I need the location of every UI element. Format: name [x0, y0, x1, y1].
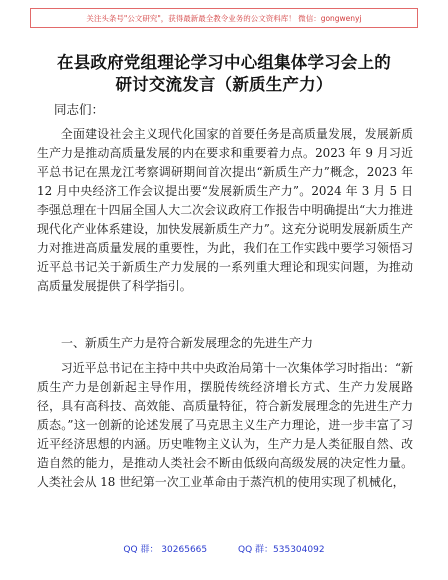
document-title-line-1: 在县政府党组理论学习中心组集体学习会上的 — [57, 53, 391, 72]
document-title-line-2: 研讨交流发言（新质生产力） — [115, 75, 333, 94]
promo-banner — [30, 8, 418, 28]
footer-contact — [0, 542, 448, 555]
footer-qq-group-1: QQ 群： 30265665 — [123, 545, 208, 555]
section-heading-1: 一、新质生产力是符合新发展理念的先进生产力 — [61, 336, 314, 350]
promo-banner-text: 关注头条号"公文研究"，获得最新最全教令业务的公文资料库！ 微信：gongwenyj — [86, 13, 362, 23]
paragraph-intro: 全面建设社会主义现代化国家的首要任务是高质量发展，发展新质生产力是推动高质量发展的内在要求和重要着力点。2023 年 9 月习近平总书记在黑龙江考察调研期间首次提出“新质生产力”概念，2023 年 12 月中央经济工作会议提出要“发展新质生产力”。2024 年 3 月 5 日李强总理在十四届全国人大二次会议政府工作报告中明确提出“大力推进现代化产业体系建设，加快发展新质生产力”。这充分说明发展新质生产力对推进高质量发展的重要性，为此，我们在工作实践中要学习领悟习近平总书记关于新质生产力发展的一系列重大理论和现实问题，为推动高质量发展提供了科学指引。 — [37, 127, 413, 294]
footer-qq-group-2: QQ 群：535304092 — [238, 545, 325, 555]
salutation: 同志们： — [54, 102, 105, 117]
paragraph-section-1: 习近平总书记在主持中共中央政治局第十一次集体学习时指出：“新质生产力是创新起主导作用，摆脱传统经济增长方式、生产力发展路径，具有高科技、高效能、高质量特征，符合新发展理念的先进生产力质态。”这一创新的论述发展了马克思主义生产力理论，进一步丰富了习近平经济思想的内涵。历史唯物主义认为，生产力是人类征服自然、改造自然的能力，是推动人类社会不断由低级向高级发展的决定性力量。人类社会从 18 世纪第一次工业革命由于蒸汽机的使用实现了机械化， — [37, 361, 413, 490]
